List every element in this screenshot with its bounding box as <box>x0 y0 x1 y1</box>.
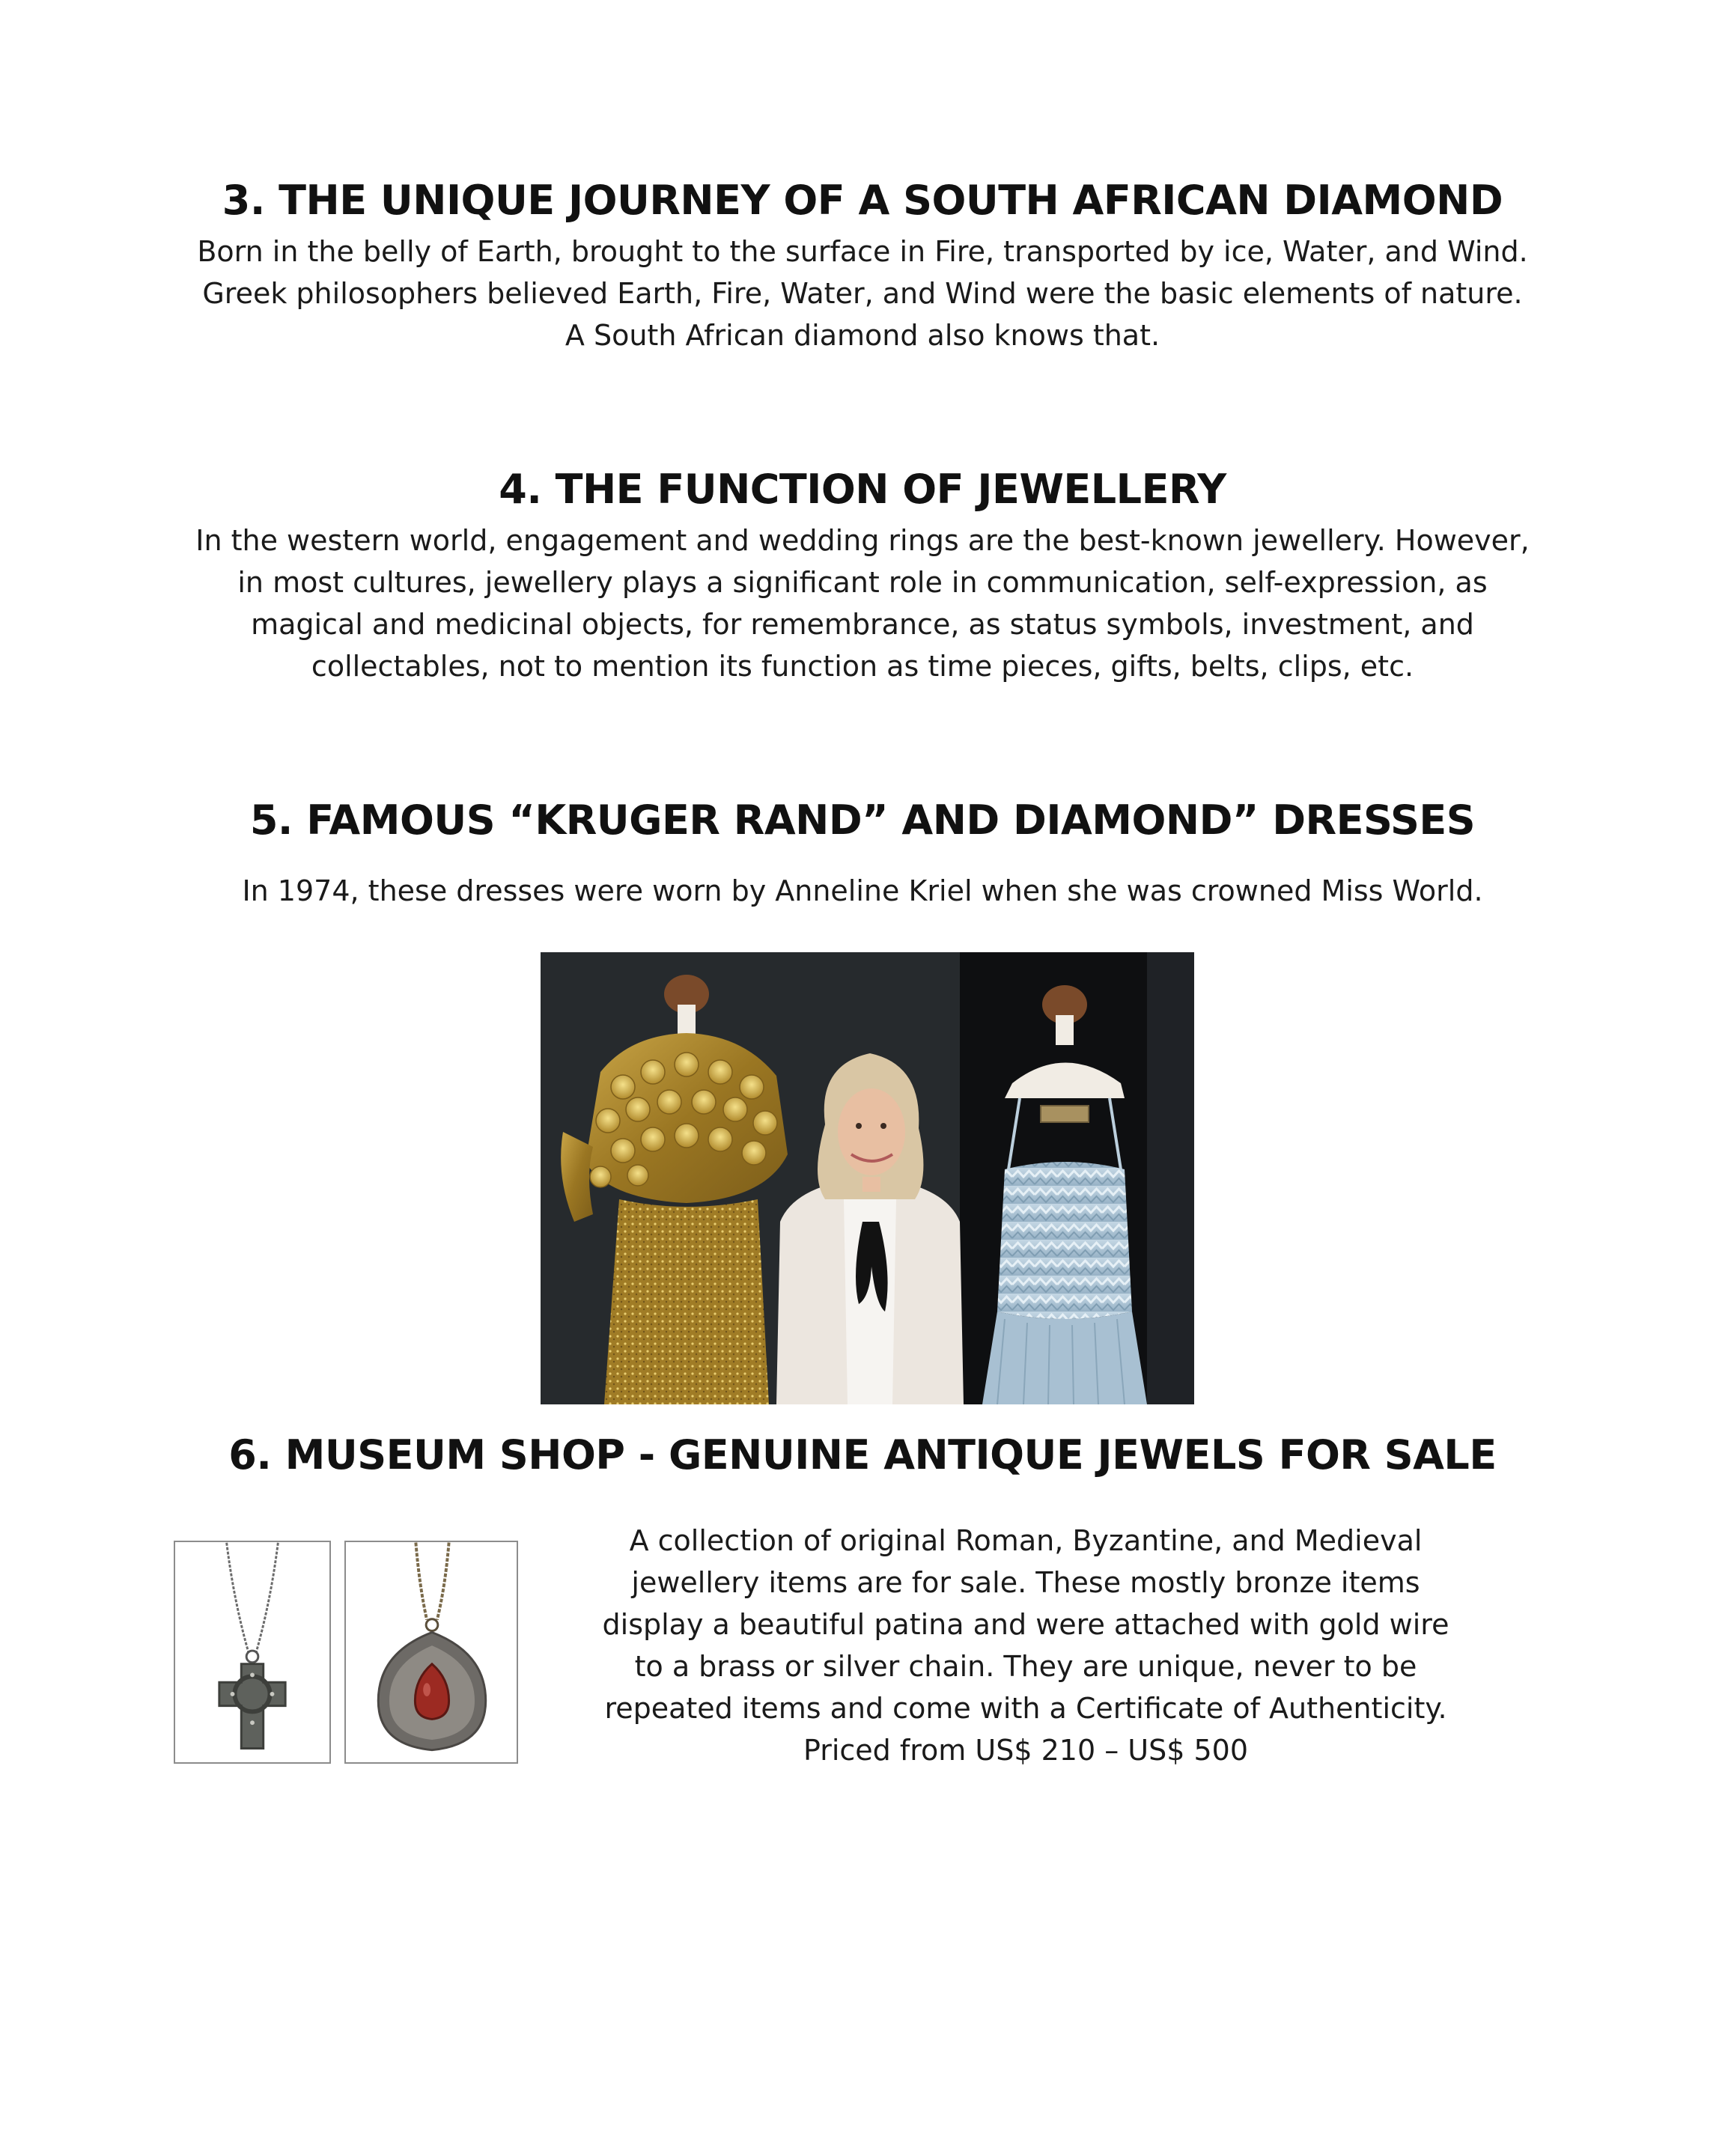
price-line: Priced from US$ 210 – US$ 500 <box>803 1734 1248 1767</box>
section-3-text <box>114 231 1611 356</box>
text-line: Born in the belly of Earth, brought to the surface in Fire, transported by ice, Water, and Wind. <box>197 235 1528 268</box>
dresses-photo <box>541 952 1194 1404</box>
text-line: A South African diamond also knows that. <box>565 319 1160 352</box>
text-line: Greek philosophers believed Earth, Fire, Water, and Wind were the basic elements of nature. <box>202 277 1523 310</box>
section-6-heading: 6. MUSEUM SHOP - GENUINE ANTIQUE JEWELS FOR SALE <box>228 1431 1497 1479</box>
caption-line: In 1974, these dresses were worn by Anneline Kriel when she was crowned Miss World. <box>242 874 1483 907</box>
section-5-heading: 5. FAMOUS “KRUGER RAND” AND DIAMOND” DRESSES <box>249 797 1476 844</box>
text-line: magical and medicinal objects, for remembrance, as status symbols, investment, and <box>251 608 1474 641</box>
section-4-text <box>114 520 1611 687</box>
text-line: A collection of original Roman, Byzantine, and Medieval <box>629 1524 1423 1557</box>
section-3-heading: 3. THE UNIQUE JOURNEY OF A SOUTH AFRICAN DIAMOND <box>222 177 1503 224</box>
text-line: collectables, not to mention its function as time pieces, gifts, belts, clips, etc. <box>311 650 1414 683</box>
cross-pendant-image <box>174 1541 331 1764</box>
text-line: jewellery items are for sale. These mostly bronze items <box>631 1566 1420 1599</box>
section-5-caption <box>114 870 1611 912</box>
text-line: repeated items and come with a Certificate of Authenticity. <box>604 1692 1447 1725</box>
text-line: In the western world, engagement and wedding rings are the best-known jewellery. However, <box>195 524 1530 557</box>
text-line: to a brass or silver chain. They are unique, never to be <box>634 1650 1417 1683</box>
teardrop-pendant-image <box>344 1541 518 1764</box>
text-line: display a beautiful patina and were attached with gold wire <box>602 1608 1449 1641</box>
text-line: in most cultures, jewellery plays a significant role in communication, self-expression, as <box>237 566 1488 599</box>
section-6-text <box>562 1520 1490 1771</box>
section-4-heading: 4. THE FUNCTION OF JEWELLERY <box>499 466 1226 513</box>
